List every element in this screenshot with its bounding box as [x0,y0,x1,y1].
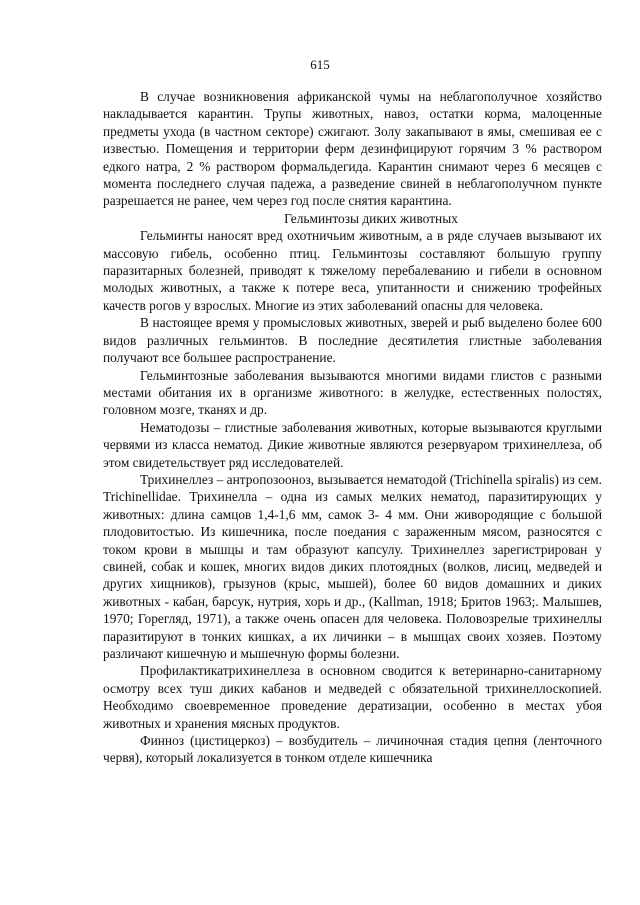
body-paragraph: Профилактикатрихинеллеза в основном сводится к ветеринарно-санитарному осмотру всех туш диких кабанов и медведей с обязательной трихинеллоскопией. Необходимо своевременное проведение дератизации, особенно в местах убоя животных и хранения мясных продуктов. [103,663,602,731]
intro-paragraph: В случае возникновения африканской чумы на неблагополучное хозяйство накладывается карантин. Трупы животных, навоз, остатки корма, малоценные предметы ухода (в частном секторе) сжигают. Золу закапывают в ямы, смешивая ее с известью. Помещения и территории ферм дезинфицируют горячим 3 % раствором едкого натра, 2 % раствором формальдегида. Карантин снимают через 6 месяцев с момента последнего случая падежа, а разведение свиней в неблагополучном пункте разрешается не ранее, чем через год после снятия карантина. [103,89,602,209]
body-paragraph: Гельминтозные заболевания вызываются многими видами глистов с разными местами обитания их в организме животного: в желудке, естественных полостях, головном мозге, тканях и др. [103,367,602,418]
section-heading: Гельминтозы диких животных [284,210,458,226]
page-number: 615 [310,57,330,72]
body-paragraph: Гельминты наносят вред охотничьим животным, а в ряде случаев вызывают их массовую гибель, особенно птиц. Гельминтозы составляют большую группу паразитарных болезней, приводят к тяжелому перебалеванию и гибели в основном молодых животных, а также к потере веса, упитанности и снижению трофейных качеств рогов у взрослых. Многие из этих заболеваний опасны для человека. [103,228,602,313]
body-paragraph: Нематодозы – глистные заболевания животных, которые вызываются круглыми червями из класса нематод. Дикие животные являются резервуаром трихинеллеза, об этом свидетельствует ряд исследователей. [103,419,602,470]
body-paragraph: Финноз (цистицеркоз) – возбудитель – личиночная стадия цепня (ленточного червя), который локализуется в тонком отделе кишечника [103,733,602,766]
document-body [103,88,602,767]
body-paragraph: В настоящее время у промысловых животных, зверей и рыб выделено более 600 видов различных гельминтов. В последние десятилетия глистные заболевания получают все большее распространение. [103,315,602,366]
body-paragraph: Трихинеллез – антропозооноз, вызывается нематодой (Trichinella spiralis) из сем. Trichinellidae. Трихинелла – одна из самых мелких нематод, паразитирующих у животных: длина самцов 1,4-1,6 мм, самок 3- 4 мм. Они живородящие с большой плодовитостью. Из кишечника, после поедания с зараженным мясом, разносятся с током крови в мышцы и там образуют капсулу. Трихинеллез зарегистрирован у свиней, собак и кошек, многих видов диких плотоядных (волков, лисиц, медведей и других хищников), грызунов (крыс, мышей), более 60 видов домашних и диких животных - кабан, барсук, нутрия, хорь и др., (Kallman, 1918; Бритов 1963;. Малышев, 1970; Горегляд, 1971), а также очень опасен для человека. Половозрелые трихинеллы паразитируют в тонких кишках, а их личинки – в мышцах своих хозяев. Поэтому различают кишечную и мышечную формы болезни. [103,471,602,661]
